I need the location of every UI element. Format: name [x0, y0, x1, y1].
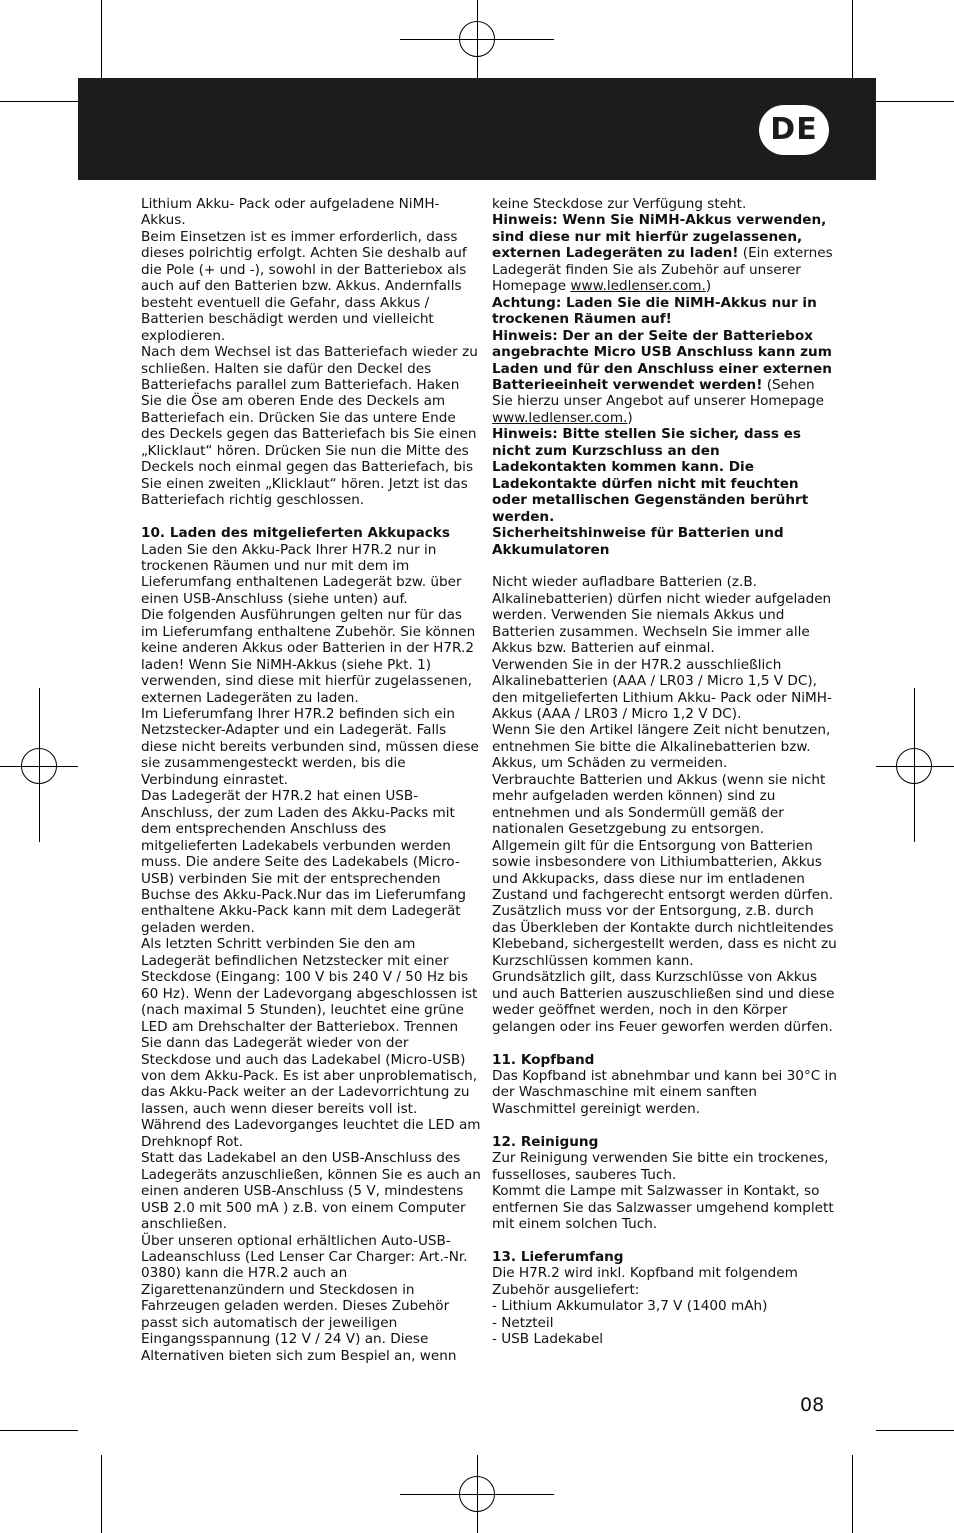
paragraph: keine Steckdose zur Verfügung steht. [492, 196, 747, 212]
paragraph: Grundsätzlich gilt, dass Kurzschlüsse von Akkus und auch Batterien auszuschließen sind und diese weder geöffnet werden, noch in den Körper gelangen oder ins Feuer geworfen werden dürfen. [492, 969, 835, 1035]
paragraph: Nicht wieder aufladbare Batterien (z.B. Alkalinebatterien) dürfen nicht wieder aufgeladen werden. Verwenden Sie niemals Akkus und Batterien zusammen. Wechseln Sie immer alle Akkus bzw. Batterien auf einmal. [492, 574, 832, 657]
left-column [141, 196, 481, 1364]
page-number: 08 [800, 1394, 825, 1416]
section-11-title: 11. Kopfband [492, 1051, 595, 1068]
paragraph: Die H7R.2 wird inkl. Kopfband mit folgendem Zubehör ausgeliefert: [492, 1265, 798, 1298]
paragraph: Statt das Ladekabel an den USB-Anschluss des Ladegeräts anzuschließen, können Sie es auch an einen anderen USB-Anschluss (5 V, mindestens USB 2.0 mit 500 mA ) z.B. von einem Computer anschließen. [141, 1150, 481, 1233]
crop-mark [852, 1455, 853, 1533]
registration-circle [459, 1476, 495, 1512]
section-13-title: 13. Lieferumfang [492, 1248, 624, 1265]
language-badge: DE [759, 105, 829, 155]
paragraph: Im Lieferumfang Ihrer H7R.2 befinden sich ein Netzstecker-Adapter und ein Ladegerät. Falls diese nicht bereits verbunden sind, müssen diese sie zusammengesteckt werden, bis die Verbindung einrastet. [141, 706, 479, 788]
paragraph: Als letzten Schritt verbinden Sie den am Ladegerät befindlichen Netzstecker mit einer Steckdose (Eingang: 100 V bis 240 V / 50 Hz bis 60 Hz). Wenn der Ladevorgang abgeschlossen ist (nach maximal 5 Stunden), leuchtet eine grüne LED am Drehschalter der Batteriebox. Trennen Sie dann das Ladegerät wieder von der Steckdose und auch das Ladekabel (Micro-USB) von dem Akku-Pack. Es ist aber unproblematisch, das Akku-Pack weiter an der Ladevorrichtung zu lassen, auch wenn dieser bereits voll ist. Während des Ladevorganges leuchtet die LED am Drehknopf Rot. [141, 936, 481, 1150]
paragraph: Laden Sie den Akku-Pack Ihrer H7R.2 nur in trockenen Räumen und nur mit dem im Lieferumfang enthaltenen Ladegerät bzw. über einen USB-Anschluss (siehe unten) auf. [141, 541, 462, 607]
hint-paragraph: Hinweis: Wenn Sie NiMH-Akkus verwenden, sind diese nur mit hierfür zugelassenen, externen Ladegeräten zu laden! (Ein externes Ladegerät finden Sie als Zubehör auf unserer Homepage www.ledlenser.com.) [492, 212, 833, 295]
right-column [492, 196, 837, 1348]
registration-circle [459, 21, 495, 57]
paragraph: Über unseren optional erhältlichen Auto-USB-Ladeanschluss (Led Lenser Car Charger: Art.-Nr. 0380) kann die H7R.2 auch an Zigarettenanzündern und Steckdosen in Fahrzeugen geladen werden. Dieses Zubehör passt sich automatisch der jeweiligen Eingangsspannung (12 V / 24 V) an. Diese Alternativen bieten sich zum Bespiel an, wenn [141, 1232, 468, 1364]
list-item: - Lithium Akkumulator 3,7 V (1400 mAh) [492, 1298, 768, 1315]
paragraph: Nach dem Wechsel ist das Batteriefach wieder zu schließen. Halten sie dafür den Deckel des Batteriefachs parallel zum Batteriefach. Haken Sie die Öse am oberen Ende des Deckels am Batteriefach ein. Drücken Sie das untere Ende des Deckels gegen das Batteriefach bis Sie einen „Klicklaut“ hören. Drücken Sie nun die Mitte des Deckels noch einmal gegen das Batteriefach, bis Sie einen zweiten „Klicklaut“ hören. Jetzt ist das Batteriefach richtig geschlossen. [141, 344, 478, 509]
paragraph: Zur Reinigung verwenden Sie bitte ein trockenes, fusselloses, sauberes Tuch. [492, 1150, 829, 1183]
list-item: - Netzteil [492, 1314, 554, 1331]
paragraph: Lithium Akku- Pack oder aufgeladene NiMH-Akkus. [141, 196, 440, 229]
section-heading [492, 525, 837, 558]
section-10-title: 10. Laden des mitgelieferten Akkupacks [141, 525, 450, 542]
crop-mark [852, 0, 853, 78]
homepage-link[interactable]: www.ledlenser.com. [492, 409, 628, 426]
warning-bold: Achtung: Laden Sie die NiMH-Akkus nur in trockenen Räumen auf! [492, 294, 817, 328]
warning-paragraph [492, 295, 837, 328]
hint-bold: Hinweis: Der an der Seite der Batteriebox angebrachte Micro USB Anschluss kann zum Laden und für den Anschluss einer externen Batterieeinheit verwendet werden! [492, 327, 832, 393]
safety-title: Sicherheitshinweise für Batterien und Akkumulatoren [492, 525, 784, 558]
paragraph: Verbrauchte Batterien und Akkus (wenn sie nicht mehr aufgeladen werden können) sind zu entnehmen und als Sondermüll gemäß der nationalen Gesetzgebung zu entsorgen. [492, 771, 826, 838]
crop-mark [101, 1455, 102, 1533]
section-12-title: 12. Reinigung [492, 1133, 599, 1150]
paragraph: Allgemein gilt für die Entsorgung von Batterien sowie insbesondere von Lithiumbatterien, Akkus und Akkupacks, dass diese nur im entladenen Zustand und fachgerecht entsorgt werden dürfen. Zusätzlich muss vor der Entsorgung, z.B. durch das Überkleben der Kontakte durch nichtleitendes Klebeband, sichergestellt werden, dass es nicht zu Kurzschlüssen kommen kann. [492, 837, 837, 969]
paragraph: Das Kopfband ist abnehmbar und kann bei 30°C in der Waschmaschine mit einem sanften Waschmittel gereinigt werden. [492, 1067, 837, 1117]
crop-mark [101, 0, 102, 78]
crop-mark [0, 101, 78, 102]
section-heading [492, 1052, 837, 1068]
homepage-link[interactable]: www.ledlenser.com. [570, 278, 706, 295]
paragraph: Die folgenden Ausführungen gelten nur für das im Lieferumfang enthaltene Zubehör. Sie können keine anderen Akkus oder Batterien in der H7R.2 laden! Wenn Sie NiMH-Akkus (siehe Pkt. 1) verwenden, sind diese mit hierfür zugelassenen, externen Ladegeräten zu laden. [141, 607, 476, 706]
hint-bold: Hinweis: Bitte stellen Sie sicher, dass es nicht zum Kurzschluss an den Ladekontakten kommen kann. Die Ladekontakte dürfen nicht mit feuchten oder metallischen Gegenständen berührt werden. [492, 426, 809, 525]
hint-paragraph [492, 426, 837, 525]
section-heading [492, 1134, 837, 1150]
hint-bold: Hinweis: Wenn Sie NiMH-Akkus verwenden, sind diese nur mit hierfür zugelassenen, externen Ladegeräten zu laden! [492, 212, 827, 262]
hint-paragraph: Hinweis: Der an der Seite der Batteriebox angebrachte Micro USB Anschluss kann zum Laden und für den Anschluss einer externen Batterieeinheit verwendet werden! (Sehen Sie hierzu unser Angebot auf unserer Homepage www.ledlenser.com.) [492, 327, 832, 426]
section-heading [141, 525, 481, 541]
paragraph: Wenn Sie den Artikel längere Zeit nicht benutzen, entnehmen Sie bitte die Alkalinebatterien bzw. Akkus, um Schäden zu vermeiden. [492, 722, 831, 772]
section-heading [492, 1249, 837, 1265]
paragraph: Das Ladegerät der H7R.2 hat einen USB-Anschluss, der zum Laden des Akku-Packs mit dem entsprechenden Anschluss des mitgelieferten Ladekabels verbunden werden muss. Die andere Seite des Ladekabels (Micro-USB) verbinden Sie mit der entsprechenden Buchse des Akku-Pack.Nur das im Lieferumfang enthaltene Akku-Pack kann mit dem Ladegerät geladen werden. [141, 788, 466, 936]
paragraph: Beim Einsetzen ist es immer erforderlich, dass dieses polrichtig erfolgt. Achten Sie deshalb auf die Pole (+ und -), sowohl in der Batteriebox als auch auf den Batterien bzw. Akkus. Andernfalls besteht eventuell die Gefahr, dass Akkus / Batterien beschädigt werden und vielleicht explodieren. [141, 228, 467, 344]
registration-circle [896, 748, 932, 784]
paragraph: Kommt die Lampe mit Salzwasser in Kontakt, so entfernen Sie das Salzwasser umgehend komplett mit einem solchen Tuch. [492, 1183, 834, 1233]
crop-mark [876, 101, 954, 102]
crop-mark [876, 1430, 954, 1431]
crop-mark [0, 1430, 78, 1431]
header-banner [78, 78, 876, 180]
list-item: - USB Ladekabel [492, 1331, 604, 1348]
registration-circle [21, 748, 57, 784]
paragraph: Verwenden Sie in der H7R.2 ausschließlich Alkalinebatterien (AAA / LR03 / Micro 1,5 V DC), den mitgelieferten Lithium Akku- Pack oder NiMH-Akkus (AAA / LR03 / Micro 1,2 V DC). [492, 656, 832, 723]
